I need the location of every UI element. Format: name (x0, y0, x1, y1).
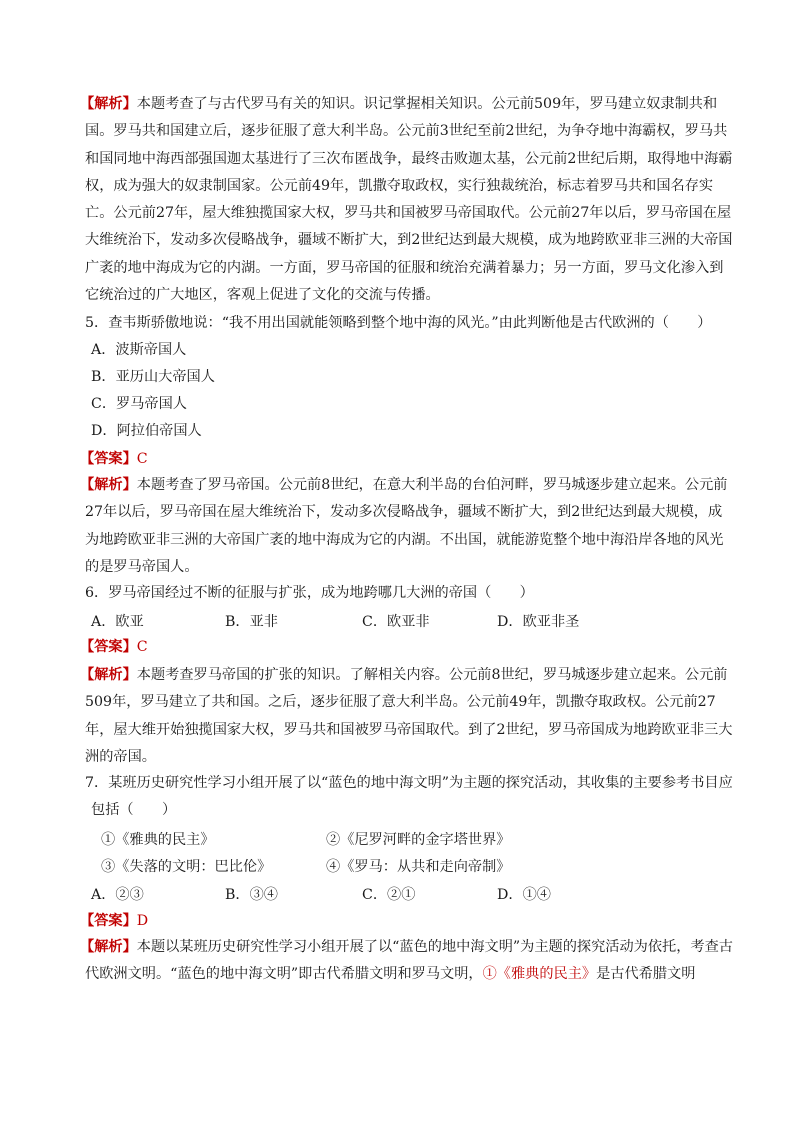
analysis-text: 本题考查罗马帝国的扩张的知识。了解相关内容。公元前8世纪，罗马城逐步建立起来。公元前509年，罗马建立了共和国。之后，逐步征服了意大利半岛。公元前49年，凯撒夺取政权。公元前27年，屋大维开始独揽国家大权，罗马共和国被罗马帝国取代。到了2世纪，罗马帝国成为地跨欧亚非三大洲的帝国。 (85, 667, 733, 765)
q7-option-c: C．②① (362, 887, 416, 903)
q6-answer (80, 637, 148, 657)
q7-answer (80, 911, 148, 931)
q6-option-d: D．欧亚非圣 (497, 614, 580, 630)
q7-book-4: ④《罗马：从共和走向帝制》 (326, 859, 511, 875)
analysis-paragraph-q5 (80, 472, 735, 581)
question-5-stem: 5．查韦斯骄傲地说：“我不用出国就能领略到整个地中海的风光。”由此判断他是古代欧洲的（ ） (85, 315, 712, 331)
answer-tag: 【答案】 (80, 913, 137, 929)
question-6-stem: 6．罗马帝国经过不断的征服与扩张，成为地跨哪几大洲的帝国（ ） (85, 585, 534, 601)
q5-answer (80, 449, 148, 469)
q7-option-a: A．②③ (91, 887, 144, 903)
analysis-text: 本题以某班历史研究性学习小组开展了以“蓝色的地中海文明”为主题的探究活动为依托，考查古代欧洲文明。“蓝色的地中海文明”即古代希腊文明和罗马文明， (85, 939, 733, 983)
analysis-paragraph-q4 (80, 91, 735, 309)
q6-option-a: A．欧亚 (91, 614, 144, 630)
answer-value: D (136, 913, 149, 929)
analysis-text: 本题考查了与古代罗马有关的知识。识记掌握相关知识。公元前509年，罗马建立奴隶制共和国。罗马共和国建立后，逐步征服了意大利半岛。公元前3世纪至前2世纪，为争夺地中海霸权，罗马共和国同地中海西部强国迦太基进行了三次布匿战争，最终击败迦太基，公元前2世纪后期，取得地中海霸权，成为强大的奴隶制国家。公元前49年，凯撒夺取政权，实行独裁统治，标志着罗马共和国名存实亡。公元前27年，屋大维独揽国家大权，罗马共和国被罗马帝国取代。公元前27年以后，罗马帝国在屋大维统治下，发动多次侵略战争，疆域不断扩大，到2世纪达到最大规模，成为地跨欧亚非三洲的大帝国广袤的地中海成为它的内湖。一方面，罗马帝国的征服和统治充满着暴力；另一方面，罗马文化渗入到它统治过的广大地区，客观上促进了文化的交流与传播。 (85, 96, 733, 304)
q6-option-c: C．欧亚非 (362, 614, 430, 630)
q5-option-d: D．阿拉伯帝国人 (91, 423, 202, 439)
analysis-tag: 【解析】 (80, 96, 137, 112)
analysis-text-tail: 是古代希腊文明 (596, 966, 696, 983)
answer-value: C (136, 451, 148, 467)
answer-tag: 【答案】 (80, 451, 137, 467)
question-7-stem-line2: 包括（ ） (91, 802, 177, 818)
q7-book-1: ①《雅典的民主》 (101, 832, 215, 848)
q7-book-3: ③《失落的文明：巴比伦》 (101, 859, 272, 875)
analysis-tag: 【解析】 (80, 939, 137, 955)
question-7-stem-line1: 7．某班历史研究性学习小组开展了以“蓝色的地中海文明”为主题的探究活动，其收集的主要参考书目应 (85, 775, 733, 791)
analysis-paragraph-q6 (80, 662, 735, 771)
q5-option-a: A．波斯帝国人 (91, 342, 187, 358)
q7-book-2: ②《尼罗河畔的金字塔世界》 (326, 832, 511, 848)
analysis-tag: 【解析】 (80, 477, 137, 493)
analysis-paragraph-q7 (80, 934, 735, 989)
answer-value: C (136, 639, 148, 655)
analysis-text: 本题考查了罗马帝国。公元前8世纪，在意大利半岛的台伯河畔，罗马城逐步建立起来。公元前27年以后，罗马帝国在屋大维统治下，发动多次侵略战争，疆域不断扩大，到2世纪达到最大规模，成为地跨欧亚非三洲的大帝国广袤的地中海成为它的内湖。不出国，就能游览整个地中海沿岸各地的风光的是罗马帝国人。 (85, 477, 728, 575)
q5-option-b: B．亚历山大帝国人 (91, 369, 215, 385)
q7-option-d: D．①④ (497, 887, 551, 903)
analysis-tag: 【解析】 (80, 667, 137, 683)
q6-option-b: B．亚非 (225, 614, 278, 630)
analysis-highlight: ①《雅典的民主》 (482, 966, 597, 983)
answer-tag: 【答案】 (80, 639, 137, 655)
q7-option-b: B．③④ (225, 887, 278, 903)
q5-option-c: C．罗马帝国人 (91, 396, 187, 412)
